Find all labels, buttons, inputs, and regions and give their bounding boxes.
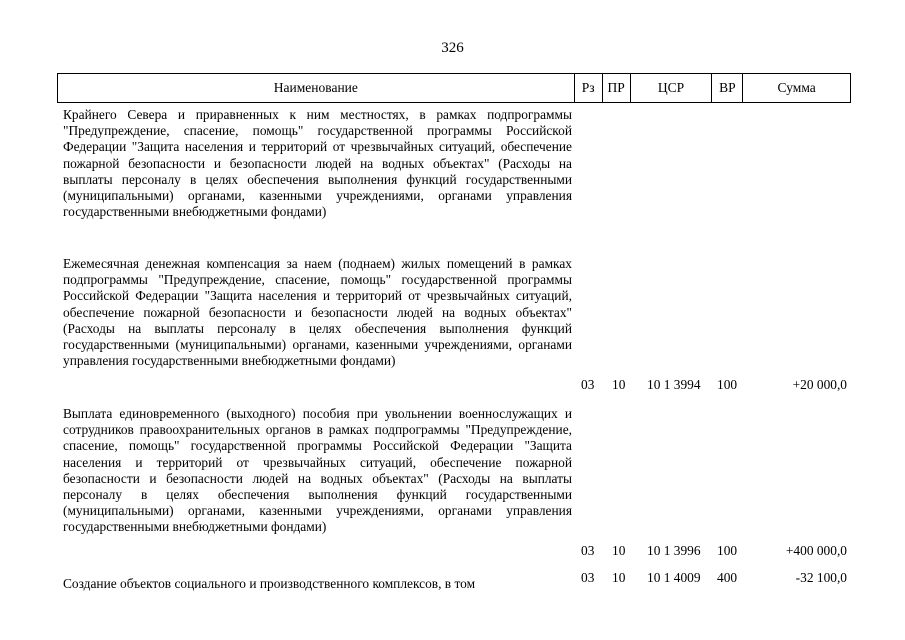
row-description: Крайнего Севера и приравненных к ним местностях, в рамках подпрограммы "Предупреждение, спасение, помощь" государственной программы Российской Федерации "Защита населения и территорий от чрезвычайных ситуаций, обеспечение пожарной безопасности и безопасности людей на водных объектах" (Расходы на выплаты персоналу в целях обеспечения выполнения функций государственными (муниципальными) органами, казенными учреждениями, органами управления государственными внебюджетными фондами) [63, 107, 572, 220]
cell-sum: +400 000,0 [785, 543, 847, 558]
row-description: Создание объектов социального и производственного комплексов, в том [63, 576, 476, 591]
row-description: Ежемесячная денежная компенсация за наем (поднаем) жилых помещений в рамках подпрограммы "Предупреждение, спасение, помощь" государственной программы Российской Федерации "Защита населения и территорий от чрезвычайных ситуаций, обеспечение пожарной безопасности и безопасности людей на водных объектах" (Расходы на выплаты персоналу в целях обеспечения выполнения функций государственными (муниципальными) органами, казенными учреждениями, органами управления государственными внебюджетными фондами) [63, 256, 572, 369]
column-header-rz: Рз [574, 74, 602, 102]
cell-pr: 10 [612, 570, 626, 585]
column-header-csr: ЦСР [630, 74, 712, 102]
row-values [57, 570, 851, 586]
cell-vr: 100 [717, 543, 738, 558]
column-header-name: Наименование [273, 79, 358, 95]
cell-rz: 03 [581, 570, 595, 585]
column-header-pr: ПР [602, 74, 630, 102]
table-header [57, 73, 851, 103]
cell-csr: 10 1 3994 [647, 377, 701, 392]
row-values [57, 377, 851, 393]
cell-rz: 03 [581, 377, 595, 392]
page-number: 326 [441, 40, 464, 56]
cell-sum: -32 100,0 [795, 570, 847, 585]
cell-pr: 10 [612, 543, 626, 558]
cell-sum: +20 000,0 [792, 377, 847, 392]
cell-rz: 03 [581, 543, 595, 558]
row-values [57, 543, 851, 559]
row-description: Выплата единовременного (выходного) пособия при увольнении военнослужащих и сотрудников правоохранительных органов в рамках подпрограммы "Предупреждение, спасение, помощь" государственной программы Российской Федерации "Защита населения и территорий от чрезвычайных ситуаций, обеспечение пожарной безопасности и безопасности людей на водных объектах" (Расходы на выплаты персоналу в целях обеспечения выполнения функций государственными (муниципальными) органами, казенными учреждениями, органами управления государственными внебюджетными фондами) [63, 406, 572, 535]
cell-csr: 10 1 3996 [647, 543, 701, 558]
cell-csr: 10 1 4009 [647, 570, 701, 585]
cell-vr: 400 [717, 570, 738, 585]
cell-vr: 100 [717, 377, 738, 392]
cell-pr: 10 [612, 377, 626, 392]
column-header-sum: Сумма [742, 74, 850, 102]
column-header-vr: ВР [711, 74, 742, 102]
